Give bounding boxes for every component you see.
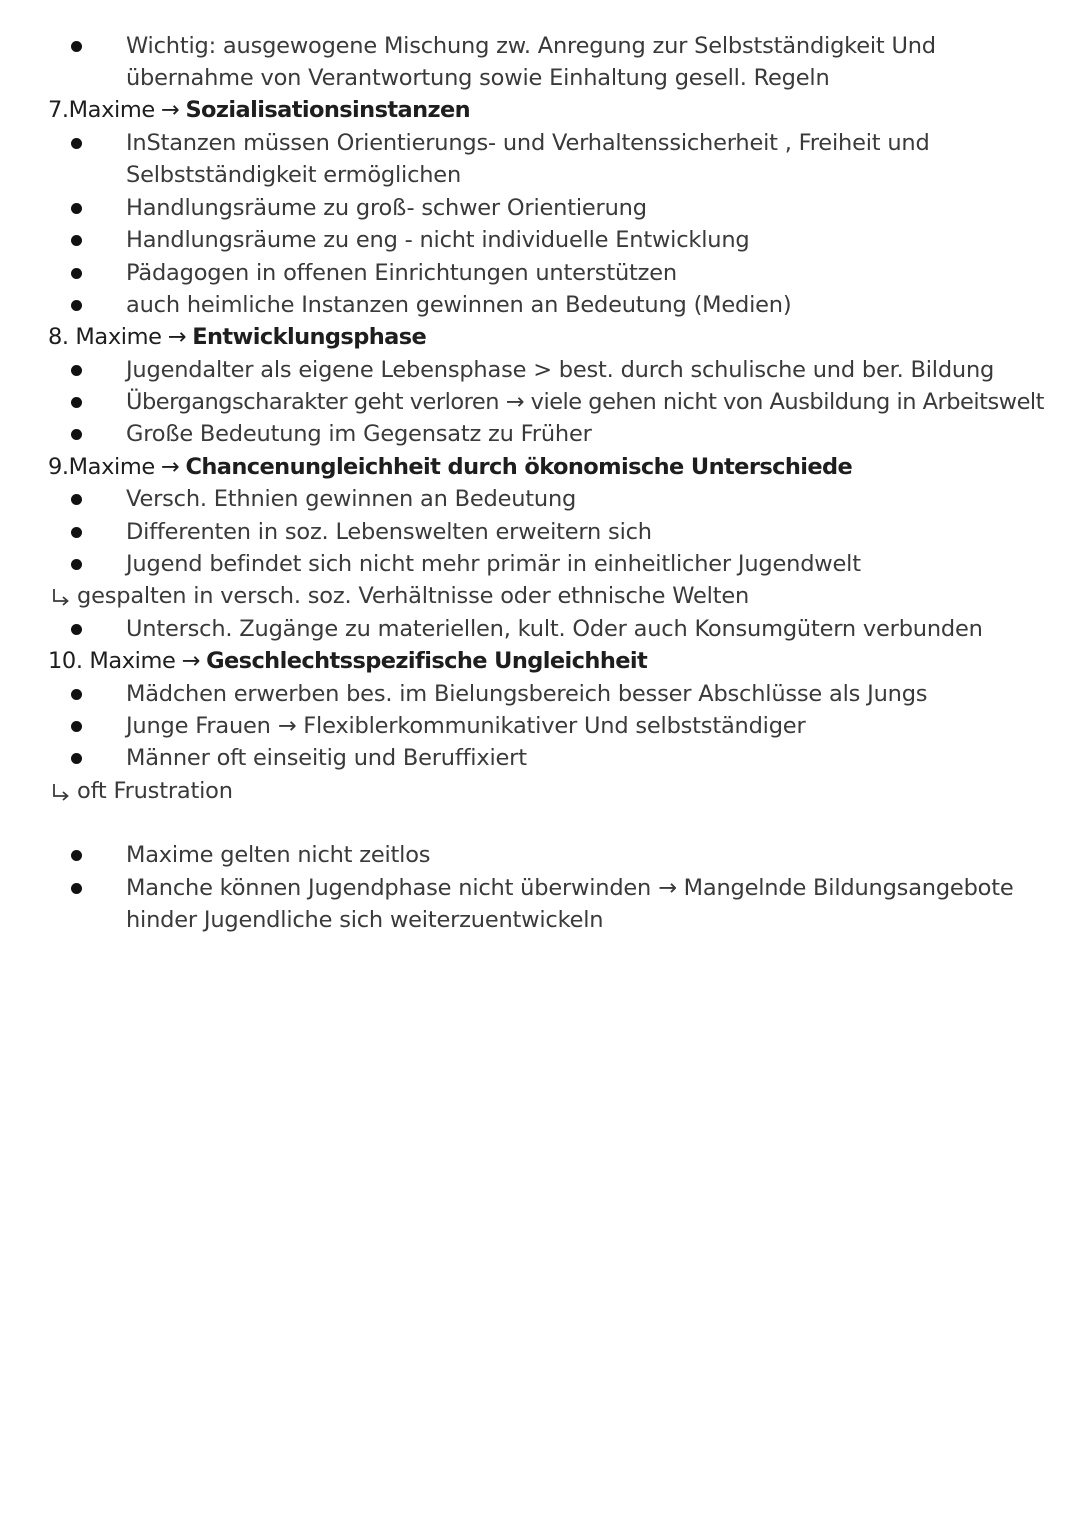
bullet-icon	[71, 494, 82, 505]
bullet-icon	[71, 235, 82, 246]
bullet-icon	[71, 689, 82, 700]
bullet-icon	[71, 268, 82, 279]
arrow-right-icon: →	[167, 324, 187, 350]
bullet-icon	[71, 624, 82, 635]
bullet-icon	[71, 365, 82, 376]
bullet-icon	[71, 41, 82, 52]
bullet-icon	[71, 850, 82, 861]
return-arrow-icon	[50, 782, 72, 804]
bullet-icon	[71, 883, 82, 894]
bullet-icon	[71, 397, 82, 408]
bullet-icon	[71, 527, 82, 538]
bullet-icon	[71, 300, 82, 311]
return-arrow-icon	[50, 587, 72, 609]
arrow-right-icon: →	[181, 648, 201, 674]
list-item-text: Wichtig: ausgewogene Mischung zw. Anregung zur Selbstständigkeit Und	[126, 33, 936, 59]
bullet-icon	[71, 203, 82, 214]
bullet-icon	[71, 721, 82, 732]
arrow-right-icon: →	[160, 454, 180, 480]
arrow-right-icon: →	[160, 97, 180, 123]
bullet-icon	[71, 429, 82, 440]
bullet-icon	[71, 559, 82, 570]
bullet-icon	[71, 138, 82, 149]
notes-page: Wichtig: ausgewogene Mischung zw. Anregung zur Selbstständigkeit Und übernahme von Verantwortung sowie Einhaltung gesell. Regeln 7.Maxime → Sozialisationsinstanzen InStanzen müssen Orientierungs- und Verhaltenssicherheit , Freiheit und Selbstständigkeit ermöglichen Handlungsräume zu groß- schwer Orientierung Handlungsräume zu eng - nicht individuelle Entwicklung Pädagogen in offenen Einrichtungen unterstützen auch heimliche Instanzen gewinnen an Bedeutung (Medien) 8. Maxime → Entwicklungsphase Jugendalter als eigene Lebensphase > best. durch schulische und ber. Bildung Übergangscharakter geht verloren → viele gehen nicht von Ausbildung in Arbeitswelt Große Bedeutung im Gegensatz zu Früher 9.Maxime → Chancenungleichheit durch ökonomische Unterschiede Versch. Ethnien gewinnen an Bedeutung Differenten in soz. Lebenswelten erweitern sich Jugend befindet sich nicht mehr primär in einheitlicher Jugendwelt gespalten in versch. soz. Verhältnisse oder ethnische Welten Untersch. Zugänge zu materiellen, kult. Oder auch Konsumgütern verbunden 10. Maxime → Geschlechtsspezifische Ungleichheit Mädchen erwerben bes. im Bielungsbereich besser Abschlüsse als Jungs Junge Frauen → Flexiblerkommunikativer Und selbstständiger Männer oft einseitig und Beruffixiert oft Frustration Maxime gelten nicht zeitlos Manche können Jugendphase nicht überwinden → Mangelnde Bildungsangebote hinder Jugendliche sich weiterzuentwickeln	[0, 0, 1080, 1526]
bullet-icon	[71, 753, 82, 764]
